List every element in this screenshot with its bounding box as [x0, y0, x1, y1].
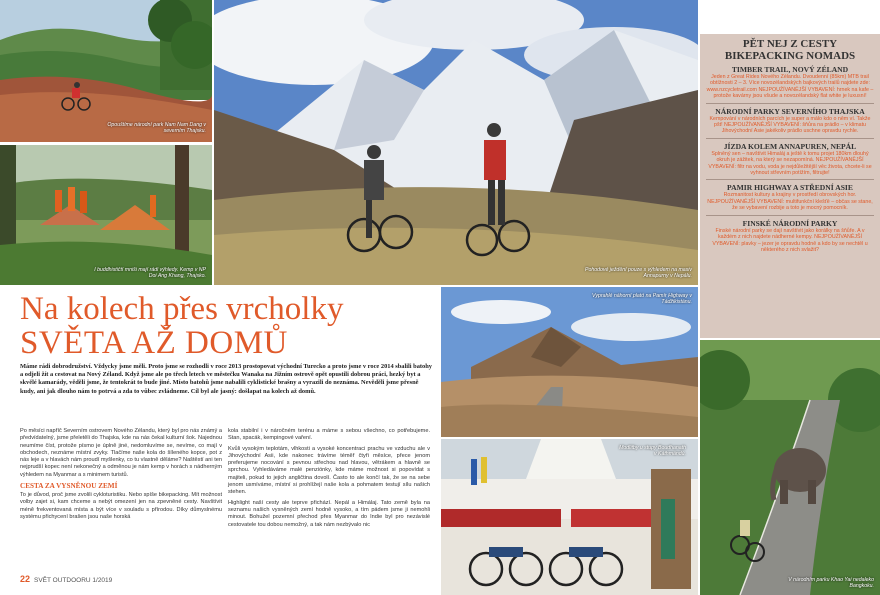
- photo-caption: Modlitby u stupy Boudhanath v Káthmándú.: [619, 445, 686, 457]
- photo-caption: Pohodové ježdění pouze s výhledem na masiv Annapurny v Nepálu.: [585, 267, 692, 279]
- section-subhead: CESTA ZA VYSNĚNOU ZEMÍ: [20, 482, 118, 491]
- sidebar-divider: [706, 179, 874, 180]
- sidebar-section: [706, 142, 874, 177]
- article-column-2: [228, 428, 430, 532]
- sidebar-top-five: [700, 34, 880, 338]
- body-paragraph: To je důvod, proč jsme zvolili cykloturistiku. Nebo spíše bikepacking. Mít možnost volby zajet si, kam chceme a nebýt omezení jen na zpevněné cesty. Navštívit méně frekventovaná místa a být více v souladu s přírodou. Díky důmyslnému systému přichycení brašen jsou naše horská: [20, 492, 222, 520]
- sidebar-section-head: JÍZDA KOLEM ANNAPUREN, NEPÁL: [723, 141, 857, 151]
- sidebar-section-head: FINSKÉ NÁRODNÍ PARKY: [742, 218, 838, 228]
- headline-line2: SVĚTA AŽ DOMŮ: [20, 325, 288, 361]
- body-paragraph: Kvůli vysokým teplotám, vlhkosti a vysoké koncentraci prachu ve vzduchu ale v Jihovýchodní Asii, kde nakonec trávíme téměř čtyři měsíce, přece jenom preferujeme nocování s pevnou střechou nad hlavou, větrákem a hlavně se sprchou. Vyhledáváme malé penziónky, kde máme možnost si popovídat s majiteli, pokud to jejich angličtina dovolí. Často to ale končí tak, že se na sebe jenom usmíváme, místní si prohlížejí naše kola a pohmatem testují sílu našich stehen.: [228, 445, 430, 496]
- page-number: 22: [20, 574, 31, 584]
- magazine-name: SVĚT OUTDOORU 1/2019: [34, 577, 113, 584]
- sidebar-divider: [706, 103, 874, 104]
- photo-boudhanath-stupa: [441, 439, 698, 595]
- page-folio: [20, 574, 112, 584]
- photo-caption: Opouštíme národní park Nam Nam Dang v severním Thajsku.: [107, 122, 206, 134]
- sidebar-title-line1: PĚT NEJ Z CESTY: [742, 38, 838, 50]
- body-paragraph: Po měsíci napříč Severním ostrovem Nového Zélandu, který byl pro nás známý a předvídatelný, jsme přeletěli do Thajska, kde na nás čekal kulturní šok. Najednou neumíme číst, protože písmo je úplně jiné, nedomluvíme se, nevíme, co mají v obchodech, neznáme místní zvyky. Tlačíme naše kola do šíleného kopce, pot z nás leje a v hlavách nám proudí myšlenky, co tu vlastně děláme? Naštěstí ani ten nejprudší kopec není nekonečný a odměnou je nám kemp v horách s nádherným výhledem na Myanmar a s minimem turistů.: [20, 428, 222, 478]
- sidebar-section-text: Rozmanitost kultury a krajiny v prostředí obrovských hor. NEJPOUŽÍVANĚJŠÍ VYBAVENÍ: multifunkční klešťě – občas se stane, že se vybavení rozbije a toto je mocný pomocník.: [707, 192, 873, 212]
- sidebar-title-line2: BIKEPACKING NOMADS: [724, 50, 856, 62]
- photo-annapurna: [214, 0, 698, 285]
- photo-monks-camp: [0, 145, 212, 285]
- sidebar-divider: [706, 138, 874, 139]
- photo-pamir-plateau: [441, 287, 698, 437]
- photo-caption: I buddhističtí mniši mají rádi výhledy. Kemp v NP Doi Ang Khang, Thajsko.: [94, 267, 206, 279]
- sidebar-section: [706, 219, 874, 254]
- sidebar-section-head: PAMIR HIGHWAY A STŘEDNÍ ASIE: [727, 183, 853, 193]
- sidebar-section: [706, 183, 874, 211]
- sidebar-section-head: TIMBER TRAIL, NOVÝ ZÉLAND: [731, 65, 849, 74]
- photo-caption: V národním parku Khao Yai nedaleko Bangkoku.: [788, 577, 874, 589]
- body-paragraph: Highlight naší cesty ale teprve přichází. Nepál a Himálaj. Tato země byla na seznamu našich vysněných zemí hodně vysoko, a tím pádem jsme ji nemohli minout. Bohužel pozemní přechod přes Myanmar do Indie byl pro nezávislé cestovatele tou dobou nemožný, a tak nám nezbývalo nic: [228, 499, 430, 528]
- headline-line1: Na kolech přes vrcholky: [20, 291, 344, 327]
- sidebar-section-head: NÁRODNÍ PARKY SEVERNÍHO THAJSKA: [715, 106, 865, 116]
- sidebar-divider: [706, 215, 874, 216]
- sidebar-section-text: Splněný sen – navštívit Himaláj a ještě k tomu projet 180km dlouhý okruh je zážitek, na který se nezapomíná. NEJPOUŽÍVANĚJŠÍ VYBAVENÍ: filtr na vodu, voda je nejdůležitější věc života, chcete-li se vyhnout střevním potížím, filtrujte!: [708, 150, 872, 177]
- article-headline: [20, 292, 440, 360]
- sidebar-title: [706, 38, 874, 62]
- photo-khao-yai-elephant: [700, 340, 880, 595]
- sidebar-section: [706, 107, 874, 135]
- sidebar-section-text: Kempování v národních parcích je super a málo kdo o něm ví. Takže pšt! NEJPOUŽÍVANĚJŠÍ VYBAVENÍ: šňůra na prádlo – v klimatu Jihovýchodní Asie jakékoliv prádlo uschne opravdu rychle.: [709, 115, 871, 135]
- article-column-1: [20, 428, 222, 524]
- sidebar-section-text: Jeden z Great Rides Nového Zélandu. Dvoudenní (85km) MTB trail obtížnosti 2 – 3. Více novozélandských bajkových trailů najdete zde: www.nzcycletrail.com NEJPOUŽÍVANĚJŠÍ VYBAVENÍ: hrnek na kafe – protože kavárny jsou všude a novozélandský flat white je luxusní!: [706, 74, 874, 100]
- sidebar-section-text: Finské národní parky se dají navštívit jako korálky na šňůře. A v každém z nich najdete nádherné kempy. NEJPOUŽÍVANĚJŠÍ VYBAVENÍ: plavky – jezer je opravdu hodně a kdo by se nechtěl u některého z nich svlažit?: [712, 227, 868, 253]
- photo-caption: Vyprahlé náhorní plató na Pamír Highway v Tádžikistánu.: [592, 293, 692, 305]
- sidebar-section: [706, 65, 874, 100]
- article-lead: Máme rádi dobrodružství. Vždycky jsme měli. Proto jsme se rozhodli v roce 2013 prostopovat východní Turecko a proto jsme v roce 2014 sbalili batohy a odjeli žít a cestovat na Nový Zéland. Když jsme ale po třech letech ve městečku Wanaka na Jižním ostrově opět opustili dobrou práci, hezký byt a skvělé kamarády, věděli jsme, že tentokrát to bude jiné. Místo batohů jsme nabalili cyklistické brašny a vyrazili do neznáma. Nevěděli jsme přesně kudy, ani jak dlouho nám to potrvá a zda to vůbec zvládneme. Cíl byl ale jasný: došlapat na kolech až domů.: [20, 363, 433, 395]
- photo-thailand-rider: [0, 0, 212, 142]
- body-paragraph: kola stabilní i v náročném terénu a máme s sebou všechno, co potřebujeme. Stan, spacák, kempingové vaření.: [228, 428, 430, 442]
